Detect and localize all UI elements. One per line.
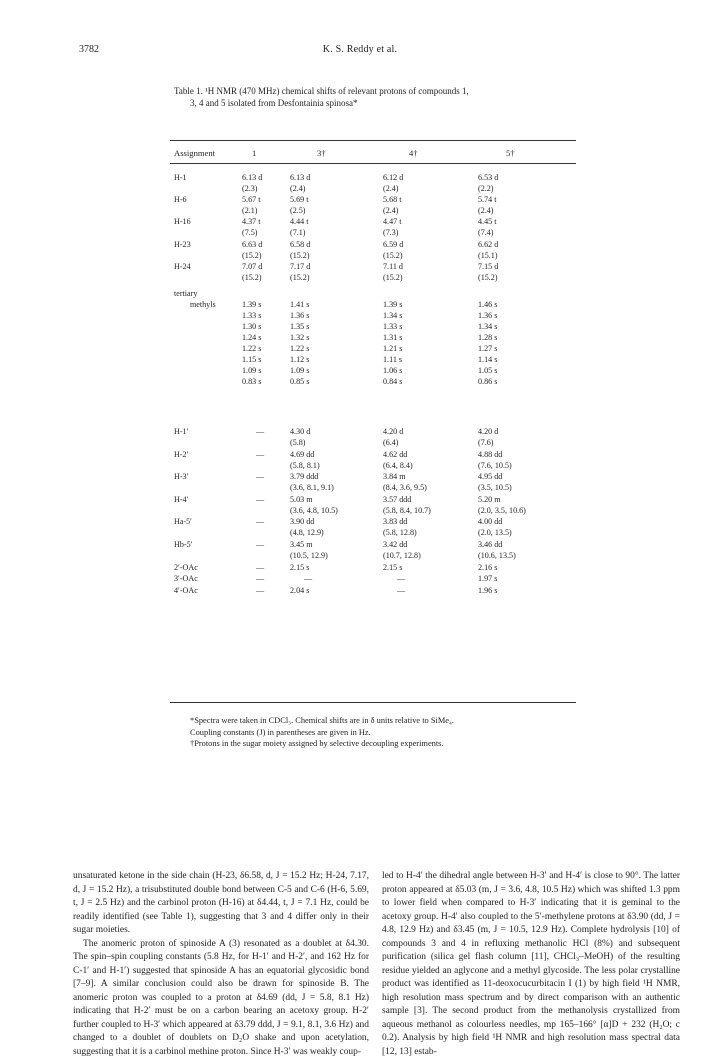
row-label: H-6 [174, 194, 187, 205]
row-label: 4′-OAc [174, 585, 198, 596]
shift-value: 3.84 m [383, 471, 405, 482]
shift-value: 3.46 dd [478, 539, 502, 550]
methyl-value: 0.84 s [383, 376, 402, 387]
shift-value: 3.45 m [290, 539, 312, 550]
table-caption-line-2: 3, 4 and 5 isolated from Desfontainia spinosa* [174, 97, 574, 109]
methyl-value: 1.39 s [242, 299, 261, 310]
paragraph: unsaturated ketone in the side chain (H-23, δ6.58, d, J = 15.2 Hz; H-24, 7.17, d, J = 15.2 Hz), a trisubstituted double bond between C-5 and C-6 (H-6, 5.69, t, J = 2.5 Hz) and the carbinol proton (H-16) at δ4.44, t, J = 7.1 Hz, could be readily identified (see Table 1), suggesting that 3 and 4 differ only in their sugar moieties. [73, 870, 369, 938]
table-footnotes [190, 715, 580, 750]
coupling-value: (15.2) [290, 250, 310, 261]
row-label: 2′-OAc [174, 562, 198, 573]
coupling-value: (5.8, 8.4, 10.7) [383, 505, 431, 516]
shift-value: 7.07 d [242, 261, 262, 272]
coupling-value: (15.2) [242, 272, 262, 283]
paragraph: The anomeric proton of spinoside A (3) resonated as a doublet at δ4.30. The spin–spin coupling constants (5.8 Hz, for H-1′ and H-2′, and 162 Hz for C-1′ and H-1′) suggested that spinoside A has an equatorial glycosidic bond [7–9]. A similar conclusion could also be drawn for spinoside B. The anomeric proton was coupled to a proton at δ4.69 (dd, J = 5.8, 8.1 Hz) indicating that H-2′ must be on a carbon bearing an acetoxy group. H-2′ further coupled to H-3′ which appeared at δ3.79 ddd, J = 9.1, 8.1, 3.6 Hz) and changed to a doublet of doublets on D₂O shake and upon acetylation, suggesting that it is a carbinol methine proton. Since H-3′ was weakly coup- [73, 938, 369, 1059]
shift-value: 1.96 s [478, 585, 497, 596]
methyl-value: 1.36 s [290, 310, 309, 321]
methyl-value: 1.28 s [478, 332, 497, 343]
row-label: H-2′ [174, 449, 188, 460]
row-label: H-1′ [174, 426, 188, 437]
coupling-value: (6.4, 8.4) [383, 460, 413, 471]
shift-value: 5.20 m [478, 494, 500, 505]
methyl-value: 1.33 s [242, 310, 261, 321]
shift-value: 6.62 d [478, 239, 498, 250]
table-top-rule [170, 140, 576, 141]
coupling-value: (7.1) [290, 227, 306, 238]
methyl-value: 0.85 s [290, 376, 309, 387]
shift-value: 4.62 dd [383, 449, 407, 460]
header-assignment: Assignment [174, 148, 215, 159]
shift-value: 2.16 s [478, 562, 497, 573]
shift-value: — [256, 494, 264, 505]
shift-value: 6.59 d [383, 239, 403, 250]
shift-value: 1.97 s [478, 573, 497, 584]
coupling-value: (5.8) [290, 437, 306, 448]
coupling-value: (8.4, 3.6, 9.5) [383, 482, 427, 493]
row-label: Ha-5′ [174, 516, 192, 527]
shift-value: — [256, 516, 264, 527]
shift-value: 7.11 d [383, 261, 403, 272]
coupling-value: (3.6, 8.1, 9.1) [290, 482, 334, 493]
header-compound-4: 4† [409, 148, 418, 159]
coupling-value: (10.7, 12.8) [383, 550, 421, 561]
shift-value: 3.90 dd [290, 516, 314, 527]
coupling-value: (2.4) [383, 205, 399, 216]
coupling-value: (2.2) [478, 183, 494, 194]
row-label: Hb-5′ [174, 539, 192, 550]
shift-value: — [256, 539, 264, 550]
coupling-value: (5.8, 12.8) [383, 527, 417, 538]
coupling-value: (3.6, 4.8, 10.5) [290, 505, 338, 516]
coupling-value: (7.5) [242, 227, 258, 238]
shift-value: 7.17 d [290, 261, 310, 272]
shift-value: 5.67 t [242, 194, 260, 205]
coupling-value: (7.4) [478, 227, 494, 238]
methyl-value: 1.09 s [242, 365, 261, 376]
methyl-value: 1.31 s [383, 332, 402, 343]
table-bottom-rule [170, 702, 576, 703]
shift-value: 4.37 t [242, 216, 260, 227]
coupling-value: (2.4) [290, 183, 306, 194]
methyl-value: 1.30 s [242, 321, 261, 332]
shift-value: 3.83 dd [383, 516, 407, 527]
shift-value: 4.44 t [290, 216, 308, 227]
methyl-value: 1.15 s [242, 354, 261, 365]
methyl-value: 1.46 s [478, 299, 497, 310]
coupling-value: (6.4) [383, 437, 399, 448]
coupling-value: (15.2) [478, 272, 498, 283]
shift-value: — [256, 471, 264, 482]
table-caption-line-1: Table 1. ¹H NMR (470 MHz) chemical shifts of relevant protons of compounds 1, [174, 85, 574, 97]
methyl-value: 1.33 s [383, 321, 402, 332]
shift-value: — [256, 573, 264, 584]
coupling-value: (7.3) [383, 227, 399, 238]
shift-value: 2.15 s [290, 562, 309, 573]
methyl-value: 1.39 s [383, 299, 402, 310]
coupling-value: (5.8, 8.1) [290, 460, 320, 471]
coupling-value: (10.5, 12.9) [290, 550, 328, 561]
shift-value: 6.58 d [290, 239, 310, 250]
page-number: 3782 [79, 44, 99, 55]
body-column-right [382, 870, 680, 1059]
shift-value: 2.04 s [290, 585, 309, 596]
shift-value: 3.57 ddd [383, 494, 411, 505]
coupling-value: (15.2) [383, 272, 403, 283]
row-label: H-24 [174, 261, 191, 272]
methyl-value: 1.12 s [290, 354, 309, 365]
shift-value: — [304, 573, 312, 584]
coupling-value: (15.2) [383, 250, 403, 261]
coupling-value: (2.1) [242, 205, 258, 216]
table-header-rule [170, 163, 576, 164]
methyl-value: 1.09 s [290, 365, 309, 376]
methyl-value: 1.36 s [478, 310, 497, 321]
methyl-value: 1.41 s [290, 299, 309, 310]
shift-value: 7.15 d [478, 261, 498, 272]
methyl-value: 1.06 s [383, 365, 402, 376]
coupling-value: (15.1) [478, 250, 498, 261]
row-label: H-3′ [174, 471, 188, 482]
shift-value: 3.79 ddd [290, 471, 318, 482]
methyl-value: 1.22 s [290, 343, 309, 354]
shift-value: 5.69 t [290, 194, 308, 205]
shift-value: 6.63 d [242, 239, 262, 250]
shift-value: 4.20 d [478, 426, 498, 437]
coupling-value: (10.6, 13.5) [478, 550, 516, 561]
coupling-value: (2.0, 13.5) [478, 527, 512, 538]
methyl-value: 0.83 s [242, 376, 261, 387]
shift-value: 6.13 d [290, 172, 310, 183]
header-compound-3: 3† [317, 148, 326, 159]
methyl-value: 1.21 s [383, 343, 402, 354]
row-label: H-4′ [174, 494, 188, 505]
shift-value: 5.68 t [383, 194, 401, 205]
coupling-value: (15.2) [290, 272, 310, 283]
shift-value: 4.88 dd [478, 449, 502, 460]
coupling-value: (3.5, 10.5) [478, 482, 512, 493]
footnote-coupling: Coupling constants (J) in parentheses are given in Hz. [190, 727, 580, 739]
footnote-spectra: *Spectra were taken in CDCl₃. Chemical shifts are in δ units relative to SiMe₄. [190, 715, 580, 727]
coupling-value: (2.4) [478, 205, 494, 216]
shift-value: 2.15 s [383, 562, 402, 573]
methyl-value: 1.11 s [383, 354, 402, 365]
shift-value: 3.42 dd [383, 539, 407, 550]
shift-value: 4.95 dd [478, 471, 502, 482]
shift-value: — [256, 562, 264, 573]
coupling-value: (7.6) [478, 437, 494, 448]
paragraph: led to H-4′ the dihedral angle between H-3′ and H-4′ is close to 90°. The latter proton appeared at δ5.03 (m, J = 3.6, 4.8, 10.5 Hz) which was shifted 1.3 ppm to lower field when compared to H-3′ indicating that it is geminal to the acetoxy group. H-4′ also coupled to the 5′-methylene protons at δ3.90 (dd, J = 4.8, 12.9 Hz) and δ3.45 (m, J = 10.5, 12.9 Hz). Complete hydrolysis [10] of compounds 3 and 4 in refluxing methanolic HCl (8%) and subsequent purification (silica gel flash column [11], CHCl₃–MeOH) of the resulting residue yielded an aglycone and a methyl glycoside. The less polar crystalline product was identified as 11-deoxocucurbitacin I (1) by high field ¹H NMR, high resolution mass spectrum and by direct comparison with an authentic sample [3]. The second product from the methanolysis crystallized from aqueous methanol as colourless needles, mp 165–166° [α]D + 232 (H₂O; c 0.2). Analysis by high field ¹H NMR and high resolution mass spectral data [12, 13] estab- [382, 870, 680, 1059]
coupling-value: (2.3) [242, 183, 258, 194]
shift-value: 5.74 t [478, 194, 496, 205]
coupling-value: (7.6, 10.5) [478, 460, 512, 471]
header-compound-5: 5† [506, 148, 515, 159]
shift-value: 4.45 t [478, 216, 496, 227]
row-label: tertiary [174, 288, 197, 299]
shift-value: 4.47 t [383, 216, 401, 227]
running-head: K. S. Reddy et al. [0, 44, 720, 55]
shift-value: 4.20 d [383, 426, 403, 437]
methyl-value: 1.22 s [242, 343, 261, 354]
row-label: 3′-OAc [174, 573, 198, 584]
shift-value: 6.12 d [383, 172, 403, 183]
shift-value: 4.00 dd [478, 516, 502, 527]
body-column-left [73, 870, 369, 1059]
methyl-value: 1.14 s [478, 354, 497, 365]
methyl-value: 1.27 s [478, 343, 497, 354]
methyl-value: 0.86 s [478, 376, 497, 387]
shift-value: — [256, 449, 264, 460]
shift-value: 6.53 d [478, 172, 498, 183]
methyl-value: 1.34 s [478, 321, 497, 332]
shift-value: — [256, 585, 264, 596]
row-label: methyls [190, 299, 216, 310]
coupling-value: (2.0, 3.5, 10.6) [478, 505, 526, 516]
shift-value: 5.03 m [290, 494, 312, 505]
table-caption [174, 85, 574, 109]
shift-value: — [397, 573, 405, 584]
coupling-value: (2.5) [290, 205, 306, 216]
coupling-value: (2.4) [383, 183, 399, 194]
coupling-value: (15.2) [242, 250, 262, 261]
methyl-value: 1.05 s [478, 365, 497, 376]
footnote-decoupling: †Protons in the sugar moiety assigned by selective decoupling experiments. [190, 738, 580, 750]
row-label: H-23 [174, 239, 191, 250]
header-compound-1: 1 [252, 148, 256, 159]
row-label: H-1 [174, 172, 187, 183]
shift-value: — [256, 426, 264, 437]
methyl-value: 1.24 s [242, 332, 261, 343]
row-label: H-16 [174, 216, 191, 227]
shift-value: — [397, 585, 405, 596]
methyl-value: 1.35 s [290, 321, 309, 332]
methyl-value: 1.32 s [290, 332, 309, 343]
methyl-value: 1.34 s [383, 310, 402, 321]
shift-value: 4.69 dd [290, 449, 314, 460]
shift-value: 6.13 d [242, 172, 262, 183]
coupling-value: (4.8, 12.9) [290, 527, 324, 538]
shift-value: 4.30 d [290, 426, 310, 437]
